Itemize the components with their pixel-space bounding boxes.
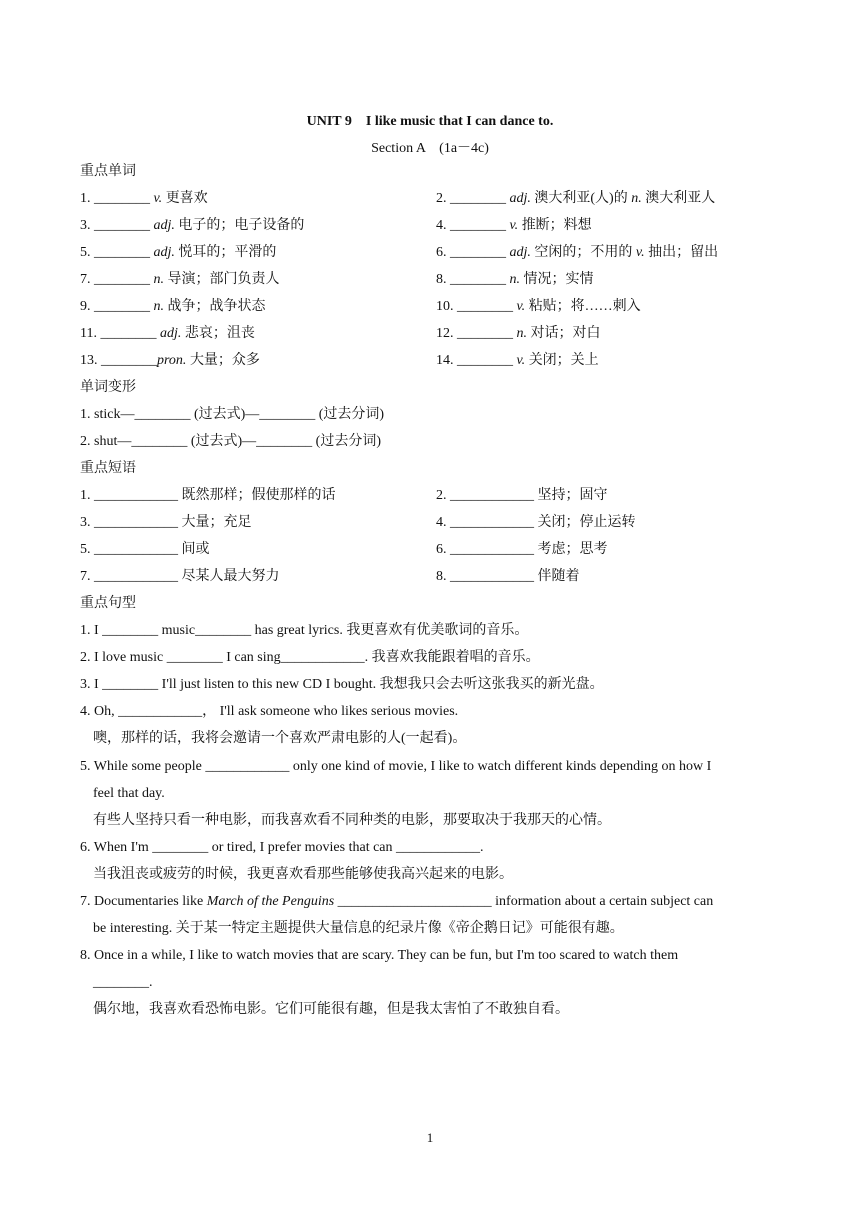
- phrase-item: 4. ____________ 关闭；停止运转: [436, 515, 636, 530]
- vocab-item: 14. ________ v. 关闭；关上: [436, 353, 599, 368]
- sentence-translation: 有些人坚持只看一种电影，而我喜欢看不同种类的电影，那要取决于我那天的心情。: [93, 813, 611, 828]
- sentence-item: 5. While some people ____________ only one kind of movie, I like to watch different kinds depending on how I: [80, 759, 712, 774]
- vocab-item: 7. ________ n. 导演；部门负责人: [80, 272, 280, 287]
- vocab-item: 6. ________ adj. 空闲的；不用的 v. 抽出；留出: [436, 245, 719, 260]
- sentence-item: 2. I love music ________ I can sing____________. 我喜欢我能跟着唱的音乐。: [80, 650, 540, 665]
- sentence-continuation: feel that day.: [93, 786, 165, 801]
- vocab-item: 11. ________ adj. 悲哀；沮丧: [80, 326, 255, 341]
- vocab-item: 5. ________ adj. 悦耳的；平滑的: [80, 245, 277, 260]
- vocab-item: 1. ________ v. 更喜欢: [80, 191, 208, 206]
- phrase-item: 5. ____________ 间或: [80, 542, 210, 557]
- word-form-item: 2. shut—________ (过去式)—________ (过去分词): [80, 434, 381, 449]
- section-subtitle: Section A (1a－4c): [371, 141, 489, 156]
- page-title: UNIT 9 I like music that I can dance to.: [306, 114, 554, 129]
- sentence-item: 6. When I'm ________ or tired, I prefer movies that can ____________.: [80, 840, 484, 855]
- sentence-translation: 偶尔地，我喜欢看恐怖电影。它们可能很有趣，但是我太害怕了不敢独自看。: [93, 1002, 569, 1017]
- word-form-item: 1. stick—________ (过去式)—________ (过去分词): [80, 407, 385, 422]
- sentence-continuation: ________.: [93, 975, 153, 990]
- sentence-translation: 噢，那样的话，我将会邀请一个喜欢严肃电影的人(一起看)。: [93, 731, 467, 746]
- phrase-item: 6. ____________ 考虑；思考: [436, 542, 608, 557]
- phrase-item: 3. ____________ 大量；充足: [80, 515, 252, 530]
- vocab-heading: 重点单词: [80, 164, 136, 179]
- vocab-item: 8. ________ n. 情况；实情: [436, 272, 594, 287]
- phrase-item: 8. ____________ 伴随着: [436, 569, 580, 584]
- phrase-item: 1. ____________ 既然那样；假使那样的话: [80, 488, 336, 503]
- sentence-item: 3. I ________ I'll just listen to this new CD I bought. 我想我只会去听这张我买的新光盘。: [80, 677, 604, 692]
- vocab-item: 2. ________ adj. 澳大利亚(人)的 n. 澳大利亚人: [436, 191, 716, 206]
- sentence-item: 8. Once in a while, I like to watch movies that are scary. They can be fun, but I'm too scared to watch them: [80, 948, 679, 963]
- movie-title: March of the Penguins: [206, 894, 335, 909]
- phrases-heading: 重点短语: [80, 461, 136, 476]
- forms-heading: 单词变形: [80, 380, 136, 395]
- vocab-item: 3. ________ adj. 电子的；电子设备的: [80, 218, 305, 233]
- sentence-item: 1. I ________ music________ has great lyrics. 我更喜欢有优美歌词的音乐。: [80, 623, 529, 638]
- vocab-item: 12. ________ n. 对话；对白: [436, 326, 601, 341]
- phrase-item: 2. ____________ 坚持；固守: [436, 488, 608, 503]
- sentence-translation: 当我沮丧或疲劳的时候，我更喜欢看那些能够使我高兴起来的电影。: [93, 867, 513, 882]
- vocab-item: 9. ________ n. 战争；战争状态: [80, 299, 266, 314]
- vocab-item: 4. ________ v. 推断；料想: [436, 218, 592, 233]
- sentence-item: 7. Documentaries like March of the Penguins ______________________ information about a certain subject can: [80, 894, 714, 909]
- phrase-item: 7. ____________ 尽某人最大努力: [80, 569, 280, 584]
- vocab-item: 10. ________ v. 粘贴；将……刺入: [436, 299, 641, 314]
- sentence-continuation: be interesting. 关于某一特定主题提供大量信息的纪录片像《帝企鹅日记》可能很有趣。: [93, 921, 624, 936]
- sentence-item: 4. Oh, ____________， I'll ask someone who likes serious movies.: [80, 704, 459, 719]
- page-number: 1: [426, 1130, 434, 1145]
- vocab-item: 13. ________pron. 大量；众多: [80, 353, 260, 368]
- sentences-heading: 重点句型: [80, 596, 136, 611]
